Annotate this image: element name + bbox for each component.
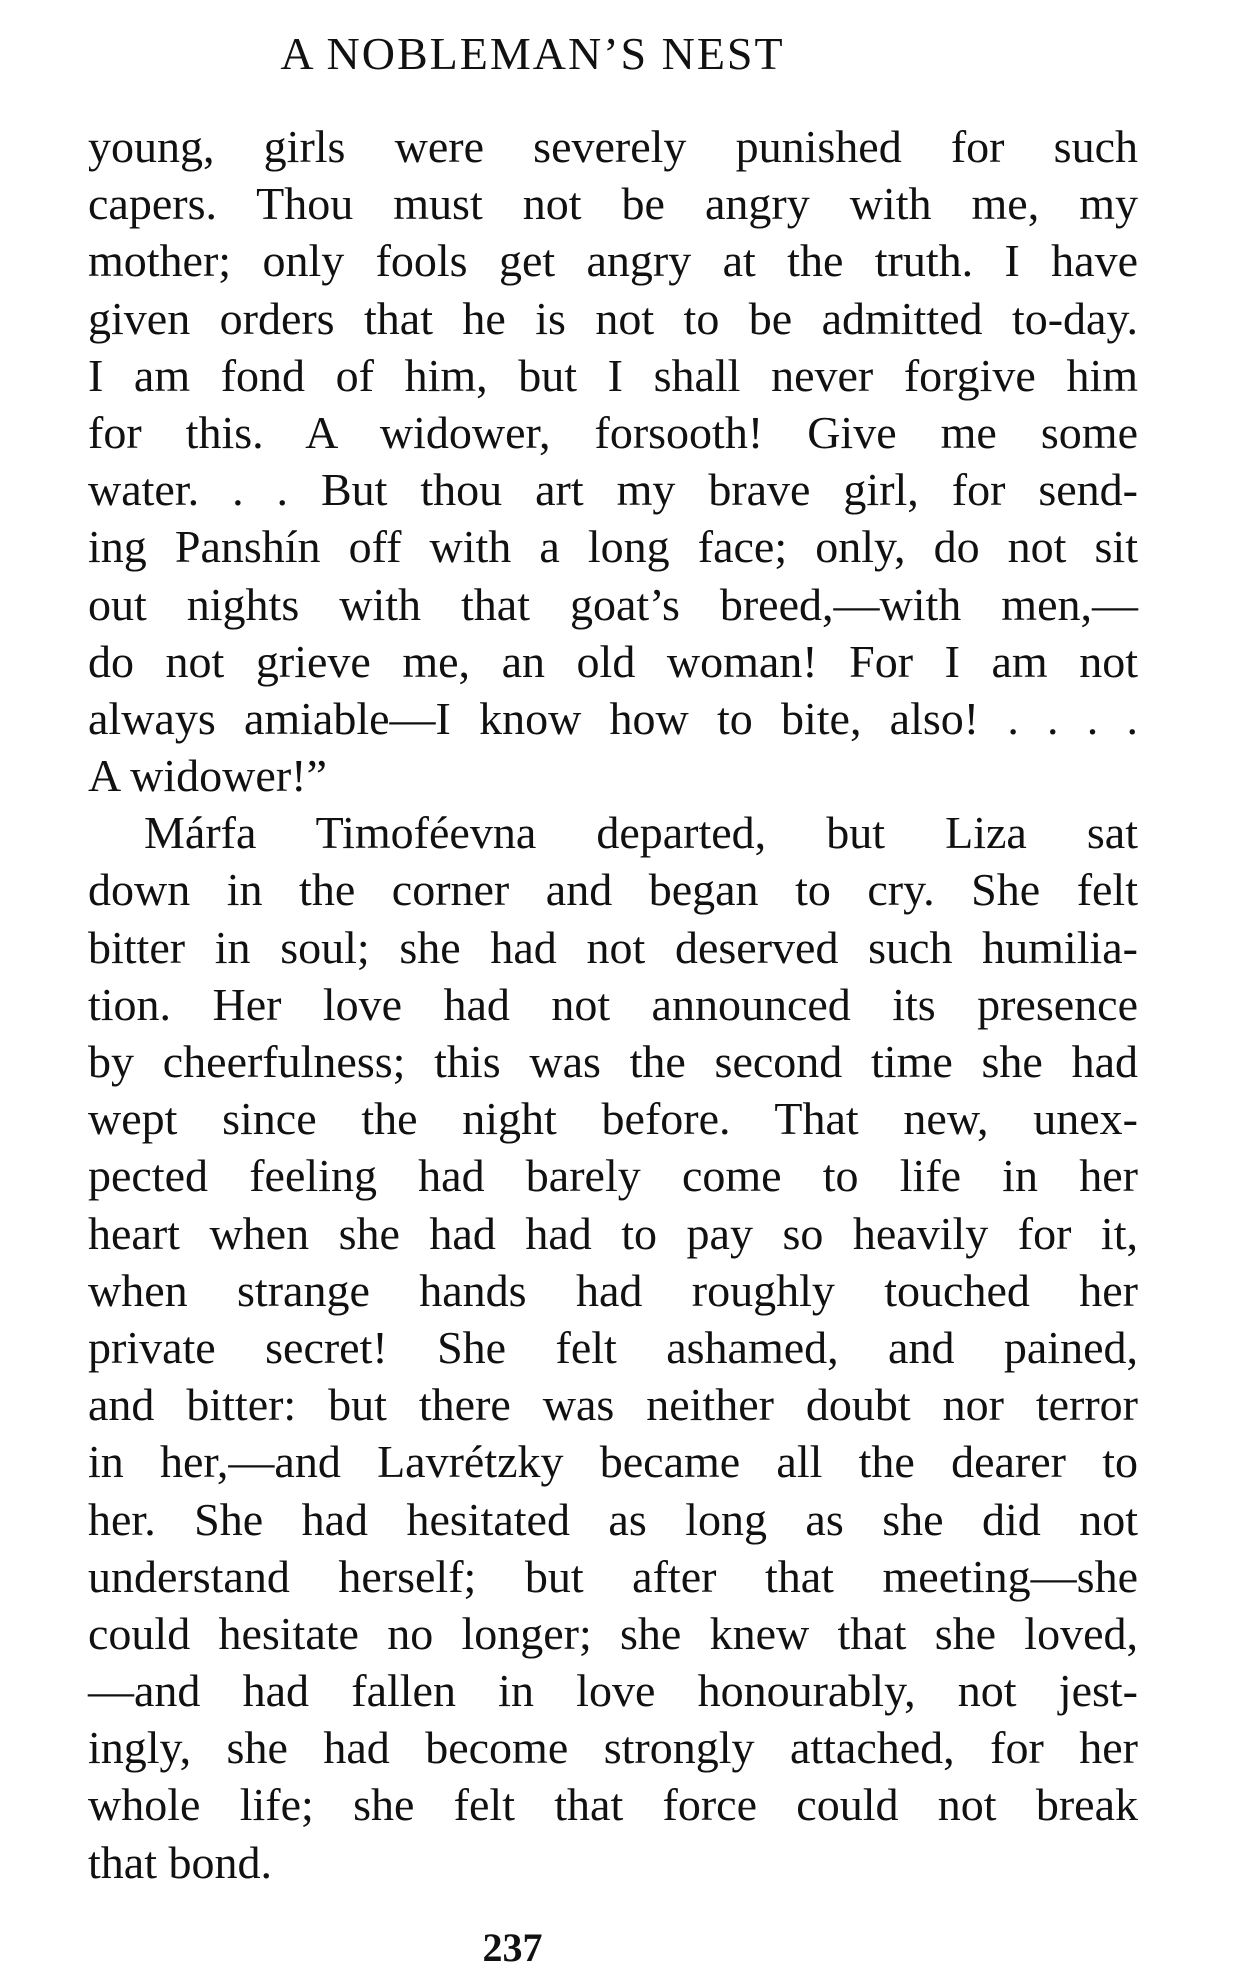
text-line: in her,—and Lavrétzky became all the dearer to	[88, 1436, 1138, 1488]
text-line: —and had fallen in love honourably, not jest-	[88, 1665, 1138, 1717]
text-line: understand herself; but after that meeting—she	[88, 1550, 1138, 1602]
text-line: by cheerfulness; this was the second time she had	[88, 1036, 1138, 1087]
text-line: I am fond of him, but I shall never forgive him	[88, 349, 1138, 401]
paragraph-2	[88, 804, 1138, 1891]
text-line: ingly, she had become strongly attached, for her	[88, 1722, 1138, 1774]
text-line: tion. Her love had not announced its presence	[88, 978, 1138, 1030]
text-line: wept since the night before. That new, unex-	[88, 1093, 1138, 1145]
text-line: capers. Thou must not be angry with me, my	[88, 178, 1138, 230]
text-line: could hesitate no longer; she knew that she loved,	[88, 1607, 1138, 1659]
text-line: always amiable—I know how to bite, also! . . . .	[88, 692, 1138, 744]
text-line: down in the corner and began to cry. She felt	[88, 864, 1138, 916]
text-line: her. She had hesitated as long as she did not	[88, 1493, 1138, 1545]
text-line: when strange hands had roughly touched her	[88, 1264, 1138, 1316]
paragraph-1	[88, 118, 1138, 804]
text-line: bitter in soul; she had not deserved such humilia-	[88, 921, 1138, 973]
text-line: whole life; she felt that force could not break	[88, 1779, 1138, 1831]
text-line: young, girls were severely punished for such	[88, 121, 1138, 172]
text-line: private secret! She felt ashamed, and pained,	[88, 1321, 1138, 1373]
text-line: heart when she had had to pay so heavily for it,	[88, 1207, 1138, 1259]
text-line: that bond.	[88, 1836, 272, 1888]
text-line: Márfa Timoféevna departed, but Liza sat	[144, 807, 1138, 859]
running-head: A NOBLEMAN’S NEST	[280, 28, 785, 79]
page-number: 237	[482, 1925, 543, 1970]
text-line: A widower!”	[88, 750, 327, 802]
text-line: for this. A widower, forsooth! Give me some	[88, 406, 1138, 458]
text-line: out nights with that goat’s breed,—with men,—	[88, 578, 1138, 630]
text-line: pected feeling had barely come to life in her	[88, 1150, 1138, 1202]
text-line: mother; only fools get angry at the truth. I have	[88, 235, 1138, 287]
body-text	[88, 118, 1138, 1891]
text-line: given orders that he is not to be admitted to-day.	[88, 292, 1138, 344]
text-line: do not grieve me, an old woman! For I am not	[88, 635, 1138, 687]
text-line: water. . . But thou art my brave girl, for send-	[88, 464, 1138, 516]
text-line: ing Panshín off with a long face; only, do not sit	[88, 521, 1138, 573]
text-line: and bitter: but there was neither doubt nor terror	[88, 1379, 1138, 1431]
